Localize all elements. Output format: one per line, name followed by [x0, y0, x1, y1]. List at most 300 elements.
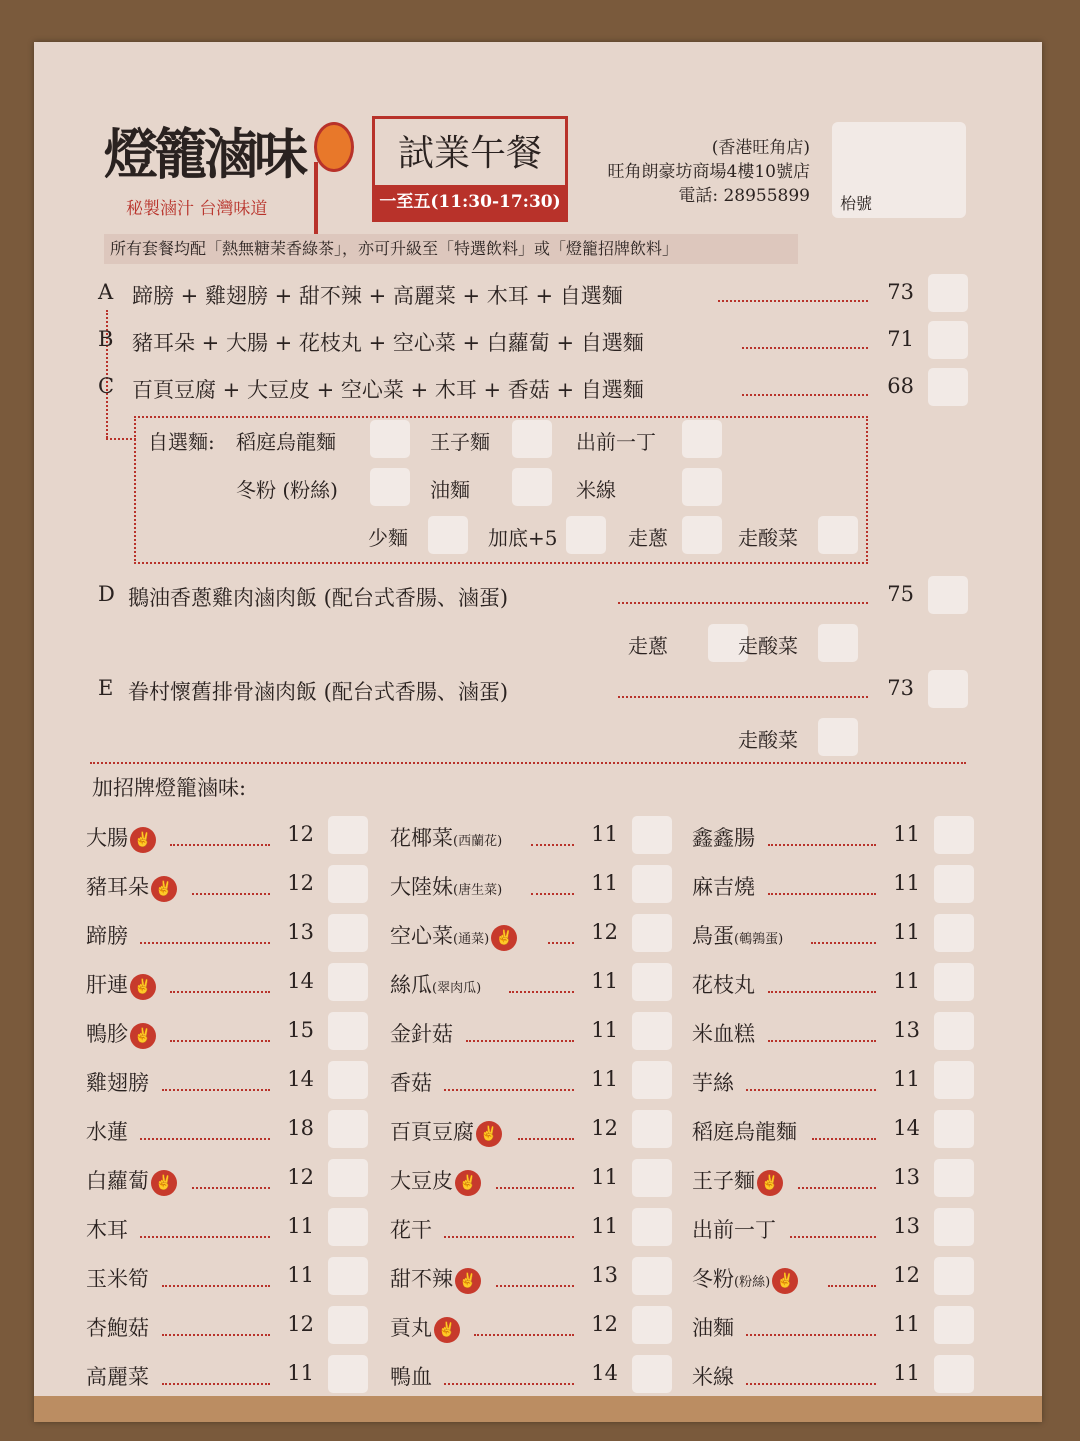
- addon-name-text: 大豆皮: [390, 1169, 453, 1193]
- addon-item: [390, 1157, 672, 1203]
- addon-name: [692, 1067, 734, 1097]
- addon-name-text: 大腸: [86, 826, 128, 850]
- addon-name-text: 水蓮: [86, 1120, 128, 1144]
- addon-checkbox[interactable]: [632, 865, 672, 903]
- addon-checkbox[interactable]: [632, 1355, 672, 1393]
- bottom-band: [34, 1396, 1042, 1422]
- addon-item: [86, 961, 368, 1007]
- dotted-leader: [509, 991, 574, 993]
- addon-price: 18: [287, 1116, 314, 1140]
- addon-item: [390, 1059, 672, 1105]
- set-meal-row: [98, 319, 978, 363]
- addon-checkbox[interactable]: [632, 1257, 672, 1295]
- dotted-leader: [496, 1187, 574, 1189]
- dotted-leader: [768, 844, 876, 846]
- addon-name-note: (粉絲): [734, 1275, 771, 1290]
- rice-option-checkbox[interactable]: [818, 624, 858, 662]
- dotted-leader: [531, 893, 574, 895]
- table-number-label: 枱號: [840, 194, 873, 213]
- addon-price: 12: [893, 1263, 920, 1287]
- addon-checkbox[interactable]: [328, 816, 368, 854]
- addon-name: [390, 871, 502, 901]
- addon-item: [86, 1059, 368, 1105]
- addon-name-text: 雞翅膀: [86, 1071, 149, 1095]
- addon-checkbox[interactable]: [632, 816, 672, 854]
- addon-item: [692, 961, 974, 1007]
- addon-name: [86, 822, 156, 853]
- noodle-extra-checkbox[interactable]: [818, 516, 858, 554]
- addon-checkbox[interactable]: [632, 1306, 672, 1344]
- rice-option-checkbox[interactable]: [818, 718, 858, 756]
- dotted-leader: [444, 1383, 574, 1385]
- noodle-option-label: 米線: [576, 478, 616, 502]
- dotted-leader: [531, 844, 574, 846]
- addon-checkbox[interactable]: [328, 865, 368, 903]
- addon-name-note: (通菜): [453, 932, 490, 947]
- set-letter: C: [98, 374, 115, 398]
- addon-name: [86, 1361, 149, 1391]
- noodle-extra-checkbox[interactable]: [566, 516, 606, 554]
- addon-checkbox[interactable]: [328, 963, 368, 1001]
- addon-item: [86, 1010, 368, 1056]
- thumbs-up-icon: ✌: [455, 1170, 481, 1196]
- dotted-leader: [718, 300, 868, 302]
- addon-item: [390, 1304, 672, 1350]
- addon-item: [692, 1353, 974, 1399]
- addon-checkbox[interactable]: [328, 914, 368, 952]
- set-price: 75: [887, 582, 914, 606]
- addon-name: [86, 1263, 149, 1293]
- addon-checkbox[interactable]: [632, 963, 672, 1001]
- addon-name-text: 貢丸: [390, 1316, 432, 1340]
- dotted-leader: [162, 1089, 270, 1091]
- order-checkbox[interactable]: [928, 321, 968, 359]
- rice-set-row: [98, 668, 978, 752]
- addon-price: 11: [893, 1067, 920, 1091]
- addon-price: 12: [287, 1165, 314, 1189]
- addon-price: 12: [287, 822, 314, 846]
- addon-price: 11: [591, 1018, 618, 1042]
- dotted-leader: [140, 1236, 270, 1238]
- addon-price: 12: [591, 1312, 618, 1336]
- noodle-extra-label: 走蔥: [628, 526, 668, 550]
- addon-name-text: 米血糕: [692, 1022, 755, 1046]
- table-number-field[interactable]: [832, 122, 966, 218]
- noodle-extra-checkbox[interactable]: [428, 516, 468, 554]
- addon-name-text: 油麵: [692, 1316, 734, 1340]
- set-letter: B: [98, 327, 114, 351]
- addon-name: [390, 822, 502, 852]
- addon-name-text: 香菇: [390, 1071, 432, 1095]
- addon-name: [390, 1067, 432, 1097]
- thumbs-up-icon: ✌: [772, 1268, 798, 1294]
- addon-checkbox[interactable]: [934, 1061, 974, 1099]
- addon-price: 11: [287, 1263, 314, 1287]
- order-checkbox[interactable]: [928, 368, 968, 406]
- addon-name: [692, 1263, 798, 1294]
- addon-item: [86, 814, 368, 860]
- addon-name-text: 麻吉燒: [692, 875, 755, 899]
- addon-name: [390, 920, 517, 951]
- addon-price: 11: [591, 1214, 618, 1238]
- noodle-option-label: 冬粉 (粉絲): [236, 478, 338, 502]
- addon-price: 13: [591, 1263, 618, 1287]
- order-checkbox[interactable]: [928, 670, 968, 708]
- addon-price: 12: [287, 1312, 314, 1336]
- addon-checkbox[interactable]: [632, 1110, 672, 1148]
- addon-name: [86, 1165, 177, 1196]
- thumbs-up-icon: ✌: [491, 925, 517, 951]
- noodle-option-label: 油麵: [430, 478, 470, 502]
- set-items: 豬耳朵 + 大腸 + 花枝丸 + 空心菜 + 白蘿蔔 + 自選麵: [132, 331, 644, 355]
- thumbs-up-icon: ✌: [151, 876, 177, 902]
- dotted-leader: [162, 1383, 270, 1385]
- addon-price: 13: [893, 1165, 920, 1189]
- addon-name-text: 鴨血: [390, 1365, 432, 1389]
- addon-name: [390, 1018, 453, 1048]
- noodle-extra-label: 走酸菜: [738, 526, 798, 550]
- dotted-leader: [162, 1334, 270, 1336]
- dotted-leader: [548, 942, 574, 944]
- dotted-leader: [768, 1040, 876, 1042]
- dotted-leader: [618, 602, 868, 604]
- addon-checkbox[interactable]: [934, 816, 974, 854]
- addon-item: [86, 863, 368, 909]
- addon-price: 14: [287, 1067, 314, 1091]
- addon-name-text: 杏鮑菇: [86, 1316, 149, 1340]
- addon-name-text: 白蘿蔔: [86, 1169, 149, 1193]
- addon-name-text: 玉米筍: [86, 1267, 149, 1291]
- addon-price: 11: [591, 871, 618, 895]
- dotted-leader: [170, 1040, 270, 1042]
- addon-checkbox[interactable]: [328, 1208, 368, 1246]
- addon-item: [86, 1255, 368, 1301]
- addon-checkbox[interactable]: [632, 1061, 672, 1099]
- dotted-leader: [518, 1138, 574, 1140]
- addon-name-text: 稻庭烏龍麵: [692, 1120, 797, 1144]
- addon-checkbox[interactable]: [328, 1257, 368, 1295]
- addon-name-text: 花干: [390, 1218, 432, 1242]
- addon-checkbox[interactable]: [934, 1355, 974, 1393]
- logo-name: 燈籠滷味: [104, 122, 304, 186]
- noodle-option-checkbox[interactable]: [682, 420, 722, 458]
- addon-name: [390, 969, 481, 999]
- rice-set-items: 眷村懷舊排骨滷肉飯 (配台式香腸、滷蛋): [128, 680, 509, 704]
- addon-name-text: 木耳: [86, 1218, 128, 1242]
- addon-price: 12: [287, 871, 314, 895]
- shop-branch: (香港旺角店): [711, 138, 810, 158]
- addon-item: [86, 1108, 368, 1154]
- addon-name-note: (鵪鶉蛋): [734, 932, 784, 947]
- addon-name: [86, 1116, 128, 1146]
- section-divider: [90, 762, 966, 764]
- addon-name-text: 出前一丁: [692, 1218, 776, 1242]
- dotted-leader: [466, 1040, 574, 1042]
- addon-checkbox[interactable]: [934, 1012, 974, 1050]
- addon-price: 11: [893, 920, 920, 944]
- dotted-leader: [170, 844, 270, 846]
- dotted-leader: [140, 1138, 270, 1140]
- addon-name-text: 王子麵: [692, 1169, 755, 1193]
- dotted-leader: [746, 1383, 876, 1385]
- dotted-leader: [444, 1236, 574, 1238]
- addon-item: [692, 1059, 974, 1105]
- addon-item: [390, 1255, 672, 1301]
- addon-name-text: 金針菇: [390, 1022, 453, 1046]
- addon-checkbox[interactable]: [632, 914, 672, 952]
- dotted-leader: [768, 991, 876, 993]
- addon-item: [390, 961, 672, 1007]
- addon-name: [390, 1361, 432, 1391]
- rice-option-label: 走酸菜: [738, 634, 798, 658]
- noodle-option-checkbox[interactable]: [370, 420, 410, 458]
- addon-name: [692, 1312, 734, 1342]
- addon-item: [390, 814, 672, 860]
- set-letter: E: [98, 676, 114, 700]
- set-meal-row: [98, 366, 978, 410]
- noodle-option-label: 出前一丁: [576, 430, 656, 454]
- addon-name: [692, 920, 783, 950]
- addon-checkbox[interactable]: [328, 1159, 368, 1197]
- addon-checkbox[interactable]: [934, 914, 974, 952]
- addon-price: 13: [893, 1214, 920, 1238]
- addon-item: [692, 1010, 974, 1056]
- logo-slogan: 秘製滷汁 台灣味道: [126, 199, 268, 219]
- addon-name: [692, 1165, 783, 1196]
- set-letter: A: [98, 280, 114, 304]
- shop-address: 旺角朗豪坊商場4樓10號店: [607, 162, 810, 182]
- addon-checkbox[interactable]: [934, 865, 974, 903]
- addon-item: [390, 863, 672, 909]
- addon-price: 14: [287, 969, 314, 993]
- addon-item: [692, 814, 974, 860]
- dotted-leader: [140, 942, 270, 944]
- addon-name-note: (唐生菜): [453, 883, 503, 898]
- trial-title: 試業午餐: [397, 133, 542, 174]
- addon-price: 13: [287, 920, 314, 944]
- addon-name-text: 豬耳朵: [86, 875, 149, 899]
- dotted-leader: [790, 1236, 876, 1238]
- addon-name-text: 百頁豆腐: [390, 1120, 474, 1144]
- addon-checkbox[interactable]: [934, 1110, 974, 1148]
- addon-price: 11: [591, 969, 618, 993]
- thumbs-up-icon: ✌: [476, 1121, 502, 1147]
- noodle-option-checkbox[interactable]: [512, 468, 552, 506]
- set-items: 蹄膀 + 雞翅膀 + 甜不辣 + 高麗菜 + 木耳 + 自選麵: [132, 284, 623, 308]
- addon-checkbox[interactable]: [632, 1159, 672, 1197]
- addons-title: 加招牌燈籠滷味:: [92, 776, 247, 800]
- rice-set-row: [98, 574, 978, 658]
- addon-item: [692, 1255, 974, 1301]
- thumbs-up-icon: ✌: [130, 827, 156, 853]
- thumbs-up-icon: ✌: [757, 1170, 783, 1196]
- dotted-leader: [496, 1285, 574, 1287]
- addon-name: [390, 1263, 481, 1294]
- dotted-leader: [828, 1285, 876, 1287]
- addon-item: [86, 1206, 368, 1252]
- addon-checkbox[interactable]: [632, 1012, 672, 1050]
- addon-price: 14: [591, 1361, 618, 1385]
- addon-name-text: 甜不辣: [390, 1267, 453, 1291]
- addon-price: 11: [893, 822, 920, 846]
- addon-name: [692, 1116, 797, 1146]
- addon-checkbox[interactable]: [328, 1012, 368, 1050]
- trial-time: 一至五(11:30-17:30): [375, 185, 565, 219]
- addon-name-text: 空心菜: [390, 924, 453, 948]
- addon-name: [390, 1214, 432, 1244]
- addon-price: 11: [893, 969, 920, 993]
- addon-name-text: 絲瓜: [390, 973, 432, 997]
- addon-item: [86, 1304, 368, 1350]
- addon-checkbox[interactable]: [934, 963, 974, 1001]
- addon-name: [86, 920, 128, 950]
- rice-option-label: 走蔥: [628, 634, 668, 658]
- noodle-option-label: 王子麵: [430, 430, 490, 454]
- trial-lunch-badge: [372, 116, 568, 222]
- addon-checkbox[interactable]: [934, 1257, 974, 1295]
- dotted-leader: [746, 1089, 876, 1091]
- lantern-icon: [314, 122, 354, 172]
- addon-name: [390, 1116, 502, 1147]
- addon-item: [692, 1108, 974, 1154]
- thumbs-up-icon: ✌: [434, 1317, 460, 1343]
- addon-item: [692, 1157, 974, 1203]
- dotted-leader: [811, 942, 876, 944]
- noodle-label: 自選麵:: [148, 430, 215, 454]
- set-connector-branch: [106, 438, 136, 440]
- addon-item: [390, 1108, 672, 1154]
- addon-name-text: 芋絲: [692, 1071, 734, 1095]
- addon-price: 13: [893, 1018, 920, 1042]
- addon-price: 11: [287, 1214, 314, 1238]
- addon-name-text: 蹄膀: [86, 924, 128, 948]
- set-price: 73: [887, 676, 914, 700]
- addon-name-text: 鑫鑫腸: [692, 826, 755, 850]
- addon-name: [86, 969, 156, 1000]
- addon-name-text: 大陸妹: [390, 875, 453, 899]
- addon-checkbox[interactable]: [934, 1208, 974, 1246]
- set-items: 百頁豆腐 + 大豆皮 + 空心菜 + 木耳 + 香菇 + 自選麵: [132, 378, 644, 402]
- set-price: 71: [887, 327, 914, 351]
- addon-price: 11: [287, 1361, 314, 1385]
- addon-name-text: 肝連: [86, 973, 128, 997]
- addon-checkbox[interactable]: [328, 1061, 368, 1099]
- dotted-leader: [798, 1187, 876, 1189]
- addon-name: [86, 1067, 149, 1097]
- noodle-option-checkbox[interactable]: [682, 468, 722, 506]
- addon-name-text: 花椰菜: [390, 826, 453, 850]
- addon-price: 12: [591, 1116, 618, 1140]
- addon-name-text: 高麗菜: [86, 1365, 149, 1389]
- addon-checkbox[interactable]: [328, 1355, 368, 1393]
- addon-price: 11: [893, 871, 920, 895]
- dotted-leader: [170, 991, 270, 993]
- dotted-leader: [444, 1089, 574, 1091]
- addon-name-text: 鳥蛋: [692, 924, 734, 948]
- addon-name-note: (西蘭花): [453, 834, 503, 849]
- addon-item: [86, 1157, 368, 1203]
- addon-name: [86, 1018, 156, 1049]
- addon-price: 12: [591, 920, 618, 944]
- thumbs-up-icon: ✌: [130, 974, 156, 1000]
- addon-item: [86, 1353, 368, 1399]
- addon-item: [692, 1206, 974, 1252]
- addon-checkbox[interactable]: [934, 1159, 974, 1197]
- addon-item: [692, 863, 974, 909]
- thumbs-up-icon: ✌: [455, 1268, 481, 1294]
- addon-name-text: 花枝丸: [692, 973, 755, 997]
- shop-phone: 電話: 28955899: [678, 186, 810, 206]
- addon-name: [692, 969, 755, 999]
- set-meal-row: [98, 272, 978, 316]
- noodle-extra-label: 加底+5: [488, 526, 558, 550]
- order-checkbox[interactable]: [928, 576, 968, 614]
- addon-item: [692, 912, 974, 958]
- noodle-extra-checkbox[interactable]: [682, 516, 722, 554]
- addon-price: 11: [893, 1312, 920, 1336]
- addon-price: 11: [591, 1165, 618, 1189]
- dotted-leader: [192, 893, 270, 895]
- addon-item: [390, 1010, 672, 1056]
- addon-price: 14: [893, 1116, 920, 1140]
- dotted-leader: [742, 394, 868, 396]
- thumbs-up-icon: ✌: [130, 1023, 156, 1049]
- thumbs-up-icon: ✌: [151, 1170, 177, 1196]
- noodle-extra-label: 少麵: [368, 526, 408, 550]
- addon-checkbox[interactable]: [632, 1208, 672, 1246]
- addon-name-note: (翠肉瓜): [432, 981, 482, 996]
- addon-item: [86, 912, 368, 958]
- shop-info: [608, 136, 810, 208]
- addon-checkbox[interactable]: [934, 1306, 974, 1344]
- dotted-leader: [742, 347, 868, 349]
- noodle-option-checkbox[interactable]: [512, 420, 552, 458]
- addon-name: [86, 1214, 128, 1244]
- order-checkbox[interactable]: [928, 274, 968, 312]
- set-price: 68: [887, 374, 914, 398]
- addon-name: [692, 1214, 776, 1244]
- addon-price: 11: [591, 822, 618, 846]
- addon-checkbox[interactable]: [328, 1306, 368, 1344]
- addon-item: [390, 912, 672, 958]
- addon-item: [692, 1304, 974, 1350]
- addon-name: [390, 1312, 460, 1343]
- addon-item: [390, 1206, 672, 1252]
- addon-item: [390, 1353, 672, 1399]
- set-meal-note: 所有套餐均配「熱無糖茉香綠茶」，亦可升級至「特選飲料」或「燈籠招牌飲料」: [104, 234, 798, 264]
- addon-name-text: 米線: [692, 1365, 734, 1389]
- dotted-leader: [812, 1138, 876, 1140]
- addon-price: 11: [591, 1067, 618, 1091]
- noodle-option-checkbox[interactable]: [370, 468, 410, 506]
- addon-name: [86, 871, 177, 902]
- addon-name-text: 冬粉: [692, 1267, 734, 1291]
- set-price: 73: [887, 280, 914, 304]
- addon-name-text: 鴨胗: [86, 1022, 128, 1046]
- dotted-leader: [192, 1187, 270, 1189]
- addon-name: [692, 871, 755, 901]
- dotted-leader: [162, 1285, 270, 1287]
- set-letter: D: [98, 582, 115, 606]
- addon-checkbox[interactable]: [328, 1110, 368, 1148]
- addon-name: [390, 1165, 481, 1196]
- dotted-leader: [746, 1334, 876, 1336]
- addon-name: [692, 822, 755, 852]
- addon-name: [692, 1018, 755, 1048]
- addon-price: 15: [287, 1018, 314, 1042]
- addon-name: [692, 1361, 734, 1391]
- addon-price: 11: [893, 1361, 920, 1385]
